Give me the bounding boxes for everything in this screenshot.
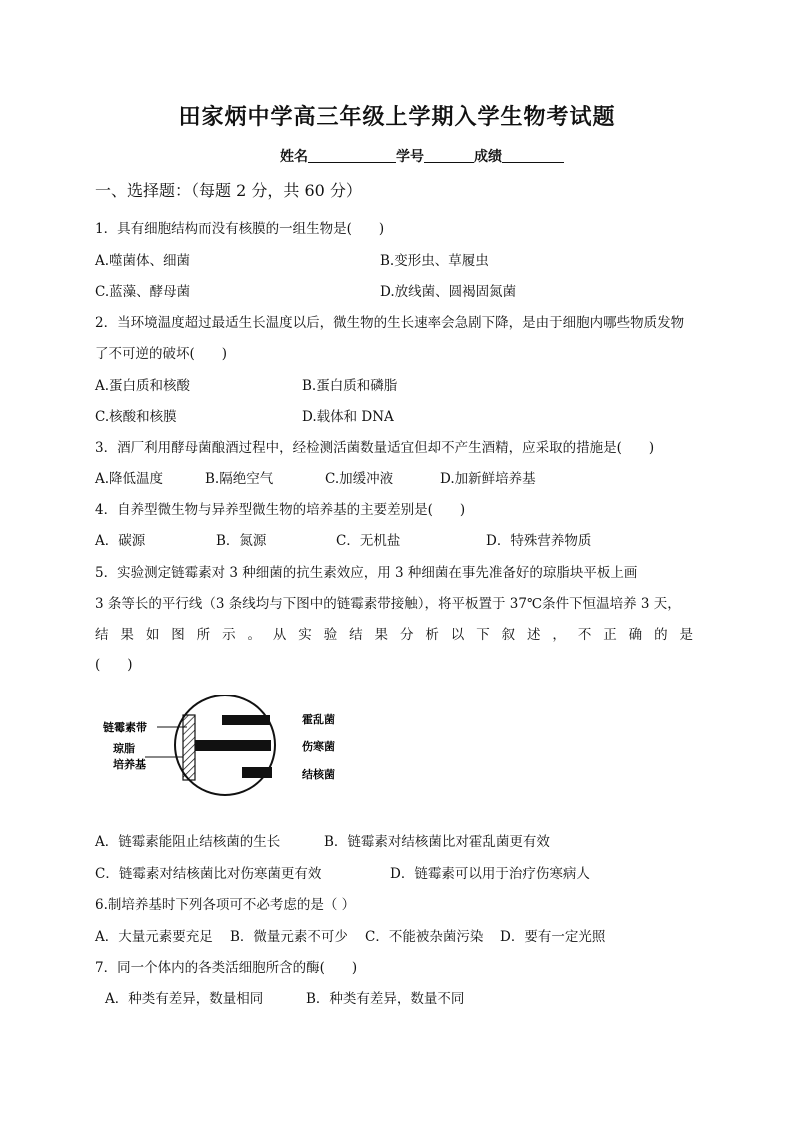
q3-option-d: D.加新鲜培养基	[440, 471, 536, 487]
q1-option-b: B.变形虫、草履虫	[380, 253, 489, 269]
id-blank	[424, 148, 474, 163]
q1-option-d: D.放线菌、圆褐固氮菌	[380, 284, 517, 300]
id-label: 学号	[396, 149, 424, 165]
q3-option-c: C.加缓冲液	[325, 471, 394, 487]
q5-option-a: A．链霉素能阻止结核菌的生长	[95, 834, 281, 850]
q1-option-a: A.噬菌体、细菌	[95, 253, 191, 269]
label-medium: 培养基	[113, 758, 146, 771]
label-agar: 琼脂	[113, 742, 135, 755]
q5-stem-line3: 结果如图所示。从实验结果分析以下叙述，不正确的是	[95, 627, 699, 643]
label-tuberculosis: 结核菌	[302, 768, 335, 781]
q5-option-c: C．链霉素对结核菌比对伤寒菌更有效	[95, 866, 322, 882]
q4-option-d: D．特殊营养物质	[486, 533, 592, 549]
q7-option-b: B．种类有差异，数量不同	[306, 991, 465, 1007]
q2-option-b: B.蛋白质和磷脂	[302, 378, 398, 394]
q5-option-b: B．链霉素对结核菌比对霍乱菌更有效	[324, 834, 550, 850]
name-label: 姓名	[280, 149, 308, 165]
section-heading: 一、选择题：（每题 2 分，共 60 分）	[95, 181, 362, 200]
q4-stem: 4．自养型微生物与异养型微生物的培养基的主要差别是( )	[95, 502, 466, 518]
q5-stem-line4: ( )	[95, 657, 133, 673]
q4-option-c: C．无机盐	[336, 533, 401, 549]
q6-option-d: D．要有一定光照	[500, 929, 606, 945]
label-cholera: 霍乱菌	[302, 713, 335, 726]
name-blank	[308, 148, 396, 163]
q5-option-d: D．链霉素可以用于治疗伤寒病人	[390, 866, 590, 882]
label-streptomycin-strip: 链霉素带	[103, 721, 147, 734]
q3-option-b: B.隔绝空气	[205, 471, 274, 487]
q6-option-a: A．大量元素要充足	[95, 929, 213, 945]
typhoid-streak	[195, 740, 271, 751]
q4-option-b: B．氮源	[216, 533, 267, 549]
exam-title: 田家炳中学高三年级上学期入学生物考试题	[178, 104, 616, 130]
label-typhoid: 伤寒菌	[302, 740, 335, 753]
q7-stem: 7．同一个体内的各类活细胞所含的酶( )	[95, 960, 358, 976]
q1-option-c: C.蓝藻、酵母菌	[95, 284, 191, 300]
q4-option-a: A．碳源	[95, 533, 146, 549]
q6-stem: 6.制培养基时下列各项可不必考虑的是（ ）	[95, 897, 356, 913]
score-blank	[502, 148, 564, 163]
q2-stem-line2: 了不可逆的破坏( )	[95, 346, 228, 362]
q2-option-a: A.蛋白质和核酸	[95, 378, 191, 394]
q5-stem-line1: 5．实验测定链霉素对 3 种细菌的抗生素效应，用 3 种细菌在事先准备好的琼脂块平板上画	[95, 565, 638, 581]
q6-option-b: B．微量元素不可少	[230, 929, 348, 945]
q6-option-c: C．不能被杂菌污染	[365, 929, 484, 945]
streptomycin-strip	[183, 715, 195, 780]
q7-option-a: A．种类有差异，数量相同	[105, 991, 264, 1007]
q1-stem: 1．具有细胞结构而没有核膜的一组生物是( )	[95, 221, 385, 237]
score-label: 成绩	[474, 149, 502, 165]
q2-option-c: C.核酸和核膜	[95, 409, 177, 425]
q3-option-a: A.降低温度	[95, 471, 164, 487]
tuberculosis-streak	[242, 767, 272, 778]
q3-stem: 3．酒厂利用酵母菌酿酒过程中，经检测活菌数量适宜但却不产生酒精，应采取的措施是( )	[95, 440, 655, 456]
student-info-line	[280, 146, 564, 166]
q5-stem-line2: 3 条等长的平行线（3 条线均与下图中的链霉素带接触），将平板置于 37℃条件下恒温培养 3 天，	[95, 596, 681, 612]
cholera-streak	[222, 715, 270, 725]
streptomycin-plate-figure	[95, 695, 355, 805]
q2-stem-line1: 2．当环境温度超过最适生长温度以后，微生物的生长速率会急剧下降，是由于细胞内哪些物质发物	[95, 315, 685, 331]
q2-option-d: D.载体和 DNA	[302, 409, 394, 425]
